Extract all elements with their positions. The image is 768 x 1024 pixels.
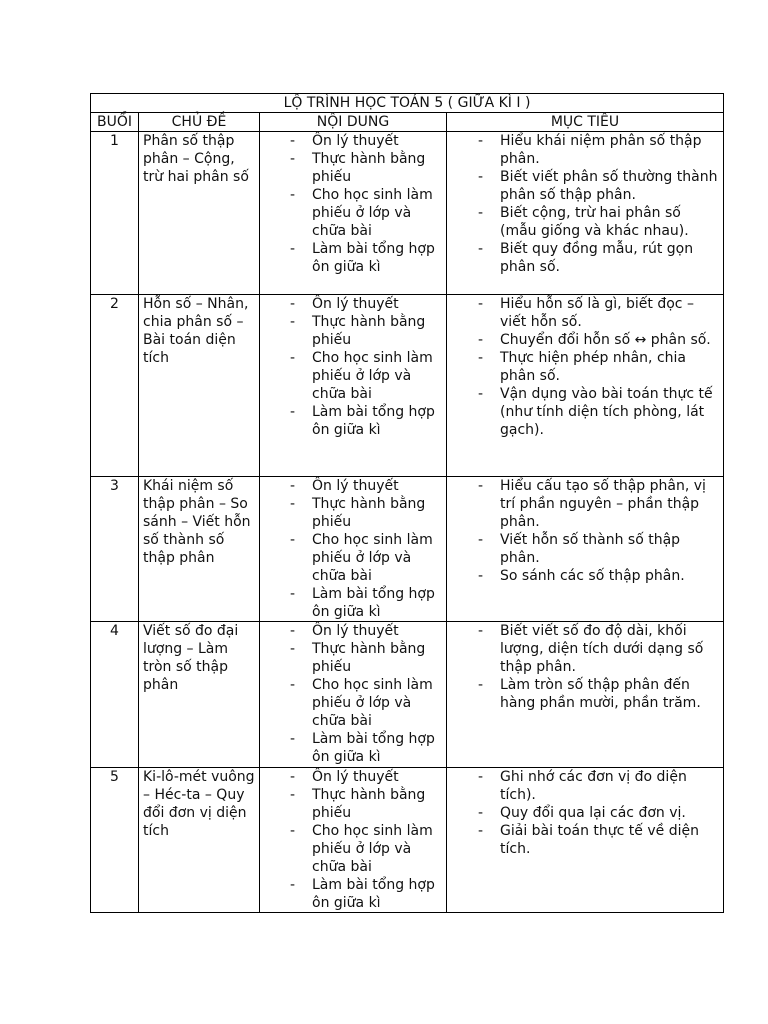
table-row (91, 622, 724, 768)
header-buoi: BUỔI (91, 113, 139, 132)
header-row (91, 113, 724, 132)
content-item: - Ôn lý thuyết (264, 768, 442, 786)
row-topic: Ki-lô-mét vuông – Héc-ta – Quy đổi đơn vị diện tích (139, 768, 260, 913)
row-session-number: 3 (91, 477, 139, 622)
content-item: - Làm bài tổng hợp ôn giữa kì (264, 730, 442, 766)
content-item: - Ôn lý thuyết (264, 132, 442, 150)
content-item: - Ôn lý thuyết (264, 477, 442, 495)
table-row (91, 132, 724, 295)
content-item: - Thực hành bằng phiếu (264, 786, 442, 822)
objective-item: - Thực hiện phép nhân, chia phân số. (451, 349, 719, 385)
objective-item: - Biết viết phân số thường thành phân số thập phân. (451, 168, 719, 204)
row-objectives (447, 768, 724, 913)
study-plan-table (90, 93, 724, 913)
content-item: - Làm bài tổng hợp ôn giữa kì (264, 240, 442, 276)
content-item: - Làm bài tổng hợp ôn giữa kì (264, 876, 442, 912)
content-item: - Ôn lý thuyết (264, 295, 442, 313)
content-item: - Làm bài tổng hợp ôn giữa kì (264, 403, 442, 439)
objective-item: - Hiểu cấu tạo số thập phân, vị trí phần nguyên – phần thập phân. (451, 477, 719, 531)
row-topic: Viết số đo đại lượng – Làm tròn số thập phân (139, 622, 260, 768)
row-objectives (447, 622, 724, 768)
row-topic: Phân số thập phân – Cộng, trừ hai phân số (139, 132, 260, 295)
content-item: - Cho học sinh làm phiếu ở lớp và chữa bài (264, 349, 442, 403)
objective-item: - Hiểu khái niệm phân số thập phân. (451, 132, 719, 168)
row-objectives (447, 477, 724, 622)
header-noi-dung: NỘI DUNG (260, 113, 447, 132)
row-topic: Hỗn số – Nhân, chia phân số – Bài toán diện tích (139, 295, 260, 477)
content-item: - Cho học sinh làm phiếu ở lớp và chữa bài (264, 822, 442, 876)
header-muc-tieu: MỤC TIÊU (447, 113, 724, 132)
row-content (260, 477, 447, 622)
content-item: - Cho học sinh làm phiếu ở lớp và chữa bài (264, 186, 442, 240)
header-chu-de: CHỦ ĐỀ (139, 113, 260, 132)
row-objectives (447, 132, 724, 295)
content-item: - Thực hành bằng phiếu (264, 640, 442, 676)
content-item: - Thực hành bằng phiếu (264, 495, 442, 531)
objective-item: - Giải bài toán thực tế về diện tích. (451, 822, 719, 858)
objective-item: - Ghi nhớ các đơn vị đo diện tích). (451, 768, 719, 804)
row-session-number: 2 (91, 295, 139, 477)
row-objectives (447, 295, 724, 477)
content-item: - Thực hành bằng phiếu (264, 150, 442, 186)
row-content (260, 768, 447, 913)
objective-item: - Viết hỗn số thành số thập phân. (451, 531, 719, 567)
row-session-number: 1 (91, 132, 139, 295)
objective-item: - Hiểu hỗn số là gì, biết đọc – viết hỗn số. (451, 295, 719, 331)
row-session-number: 4 (91, 622, 139, 768)
objective-item: - Biết cộng, trừ hai phân số (mẫu giống và khác nhau). (451, 204, 719, 240)
table-row (91, 477, 724, 622)
objective-item: - Làm tròn số thập phân đến hàng phần mười, phần trăm. (451, 676, 719, 712)
objective-item: - Vận dụng vào bài toán thực tế (như tính diện tích phòng, lát gạch). (451, 385, 719, 439)
objective-item: - Biết quy đồng mẫu, rút gọn phân số. (451, 240, 719, 276)
objective-item: - Quy đổi qua lại các đơn vị. (451, 804, 719, 822)
content-item: - Cho học sinh làm phiếu ở lớp và chữa bài (264, 531, 442, 585)
content-item: - Làm bài tổng hợp ôn giữa kì (264, 585, 442, 621)
table-row (91, 768, 724, 913)
row-topic: Khái niệm số thập phân – So sánh – Viết hỗn số thành số thập phân (139, 477, 260, 622)
table-title: LỘ TRÌNH HỌC TOÁN 5 ( GIỮA KÌ I ) (91, 94, 724, 113)
content-item: - Ôn lý thuyết (264, 622, 442, 640)
objective-item: - So sánh các số thập phân. (451, 567, 719, 585)
content-item: - Cho học sinh làm phiếu ở lớp và chữa bài (264, 676, 442, 730)
objective-item: - Biết viết số đo độ dài, khối lượng, diện tích dưới dạng số thập phân. (451, 622, 719, 676)
row-session-number: 5 (91, 768, 139, 913)
content-item: - Thực hành bằng phiếu (264, 313, 442, 349)
row-content (260, 622, 447, 768)
row-content (260, 132, 447, 295)
objective-item: - Chuyển đổi hỗn số ↔ phân số. (451, 331, 719, 349)
row-content (260, 295, 447, 477)
table-row (91, 295, 724, 477)
